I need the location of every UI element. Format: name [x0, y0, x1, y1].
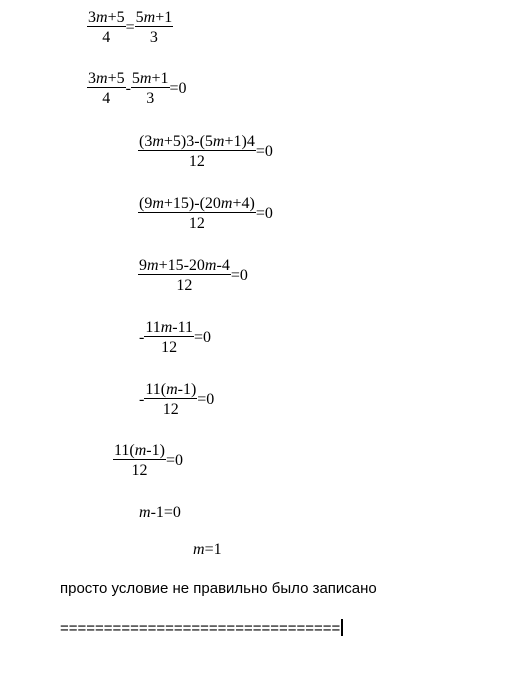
fraction: [138, 196, 256, 232]
numerator: 11(m-1): [114, 442, 165, 459]
operator: =: [125, 19, 135, 36]
equation-3: [138, 134, 273, 170]
operator: -: [125, 80, 131, 97]
denominator: 12: [161, 339, 178, 356]
equation-1: [87, 10, 173, 46]
fraction: [87, 71, 126, 107]
denominator: 12: [176, 277, 193, 294]
denominator: 12: [131, 462, 148, 479]
equals-zero: =0: [169, 80, 187, 97]
fraction: [135, 10, 174, 46]
equation-5: [138, 258, 248, 294]
equals-zero: =0: [165, 452, 183, 469]
text-cursor-icon: [341, 619, 343, 636]
denominator: 4: [102, 29, 111, 46]
equation-9: m-1=0: [139, 504, 181, 521]
numerator: 11m-11: [145, 319, 194, 336]
equals-zero: =0: [255, 143, 273, 160]
numerator: (3m+5)3-(5m+1)4: [139, 133, 255, 150]
equation-10: m=1: [193, 541, 222, 558]
denominator: 12: [162, 401, 179, 418]
separator-line[interactable]: [60, 619, 343, 637]
equals-zero: =0: [194, 329, 212, 346]
note-text: просто условие не правильно было записано: [60, 580, 377, 597]
equation-2: [87, 71, 187, 107]
fraction: [87, 10, 126, 46]
minus-sign: -: [139, 391, 145, 408]
equation-6: [139, 320, 211, 356]
numerator: 9m+15-20m-4: [139, 257, 230, 274]
equation-8: [113, 443, 183, 479]
fraction: [138, 134, 256, 170]
denominator: 3: [146, 90, 155, 107]
fraction: [144, 382, 197, 418]
numerator: (9m+15)-(20m+4): [139, 195, 255, 212]
denominator: 12: [188, 153, 205, 170]
fraction: [144, 320, 194, 356]
equation-4: [138, 196, 273, 232]
separator-text: ================================: [60, 620, 341, 637]
equals-zero: =0: [255, 205, 273, 222]
minus-sign: -: [139, 329, 145, 346]
fraction: [113, 443, 166, 479]
numerator: 5m+1: [135, 9, 173, 26]
numerator: 5m+1: [131, 70, 169, 87]
denominator: 4: [102, 90, 111, 107]
equals-zero: =0: [197, 391, 215, 408]
numerator: 11(m-1): [145, 381, 197, 398]
equals-zero: =0: [230, 267, 248, 284]
fraction: [131, 71, 170, 107]
fraction: [138, 258, 231, 294]
numerator: 3m+5: [88, 70, 125, 87]
denominator: 3: [149, 29, 158, 46]
denominator: 12: [188, 215, 205, 232]
equation-7: [139, 382, 214, 418]
numerator: 3m+5: [88, 9, 125, 26]
